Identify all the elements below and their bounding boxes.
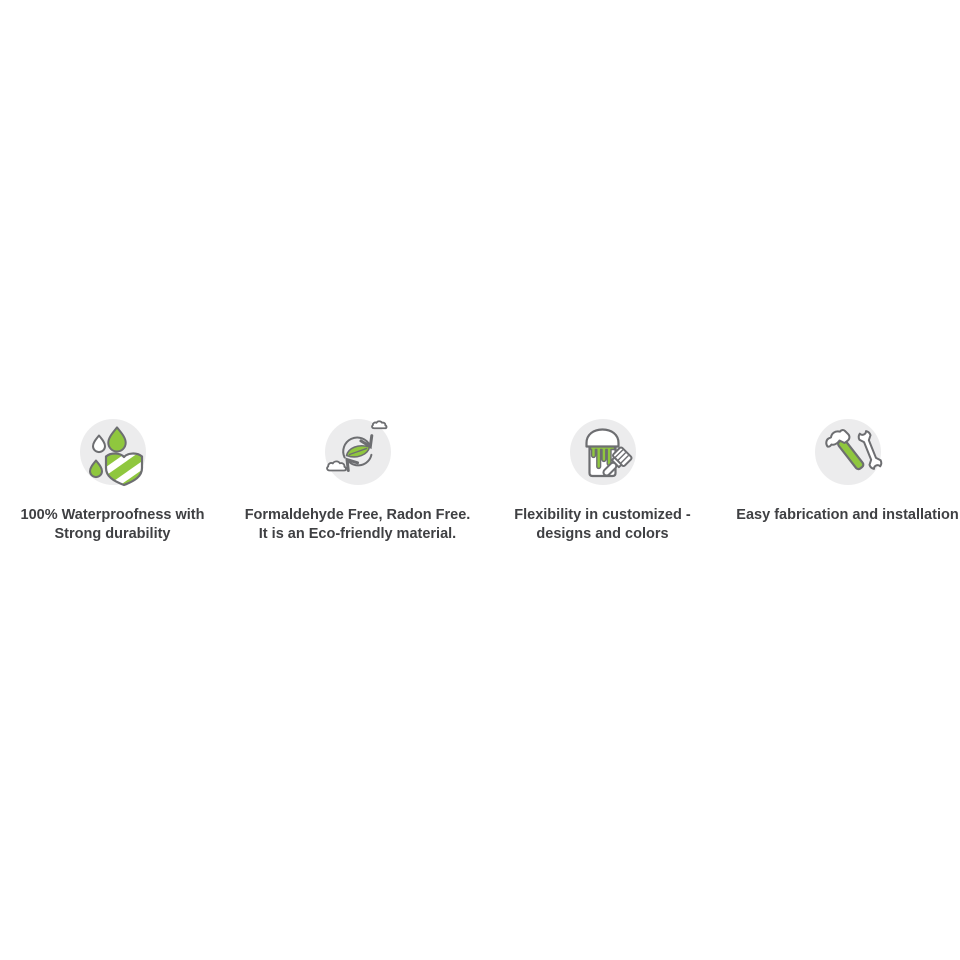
waterproof-shield-icon xyxy=(80,419,146,485)
feature-caption-line: 100% Waterproofness with xyxy=(20,507,205,523)
feature-caption-line: Easy fabrication and installation xyxy=(736,507,959,523)
feature-caption xyxy=(736,506,958,525)
feature-caption-line: It is an Eco-friendly material. xyxy=(258,526,457,542)
feature-caption xyxy=(245,506,471,544)
feature-caption-line: designs and colors xyxy=(536,526,669,542)
feature-item-eco-friendly xyxy=(235,419,480,544)
paint-bucket-lid xyxy=(586,430,618,447)
feature-caption xyxy=(514,506,690,544)
feature-item-custom-designs xyxy=(480,419,725,544)
feature-caption-line: Formaldehyde Free, Radon Free. xyxy=(244,507,471,523)
paint-bucket-brush-icon xyxy=(570,419,636,485)
feature-caption xyxy=(21,506,205,544)
hammer-wrench-icon xyxy=(815,419,881,485)
feature-caption-line: Flexibility in customized - xyxy=(514,507,691,523)
features-row xyxy=(0,419,960,544)
feature-item-waterproofness xyxy=(0,419,235,544)
cloud-top-right xyxy=(372,421,386,428)
feature-caption-line: Strong durability xyxy=(54,526,171,542)
cloud-bottom-left xyxy=(327,461,346,470)
feature-item-easy-installation xyxy=(725,419,960,544)
eco-recycle-leaf-icon xyxy=(325,419,391,485)
